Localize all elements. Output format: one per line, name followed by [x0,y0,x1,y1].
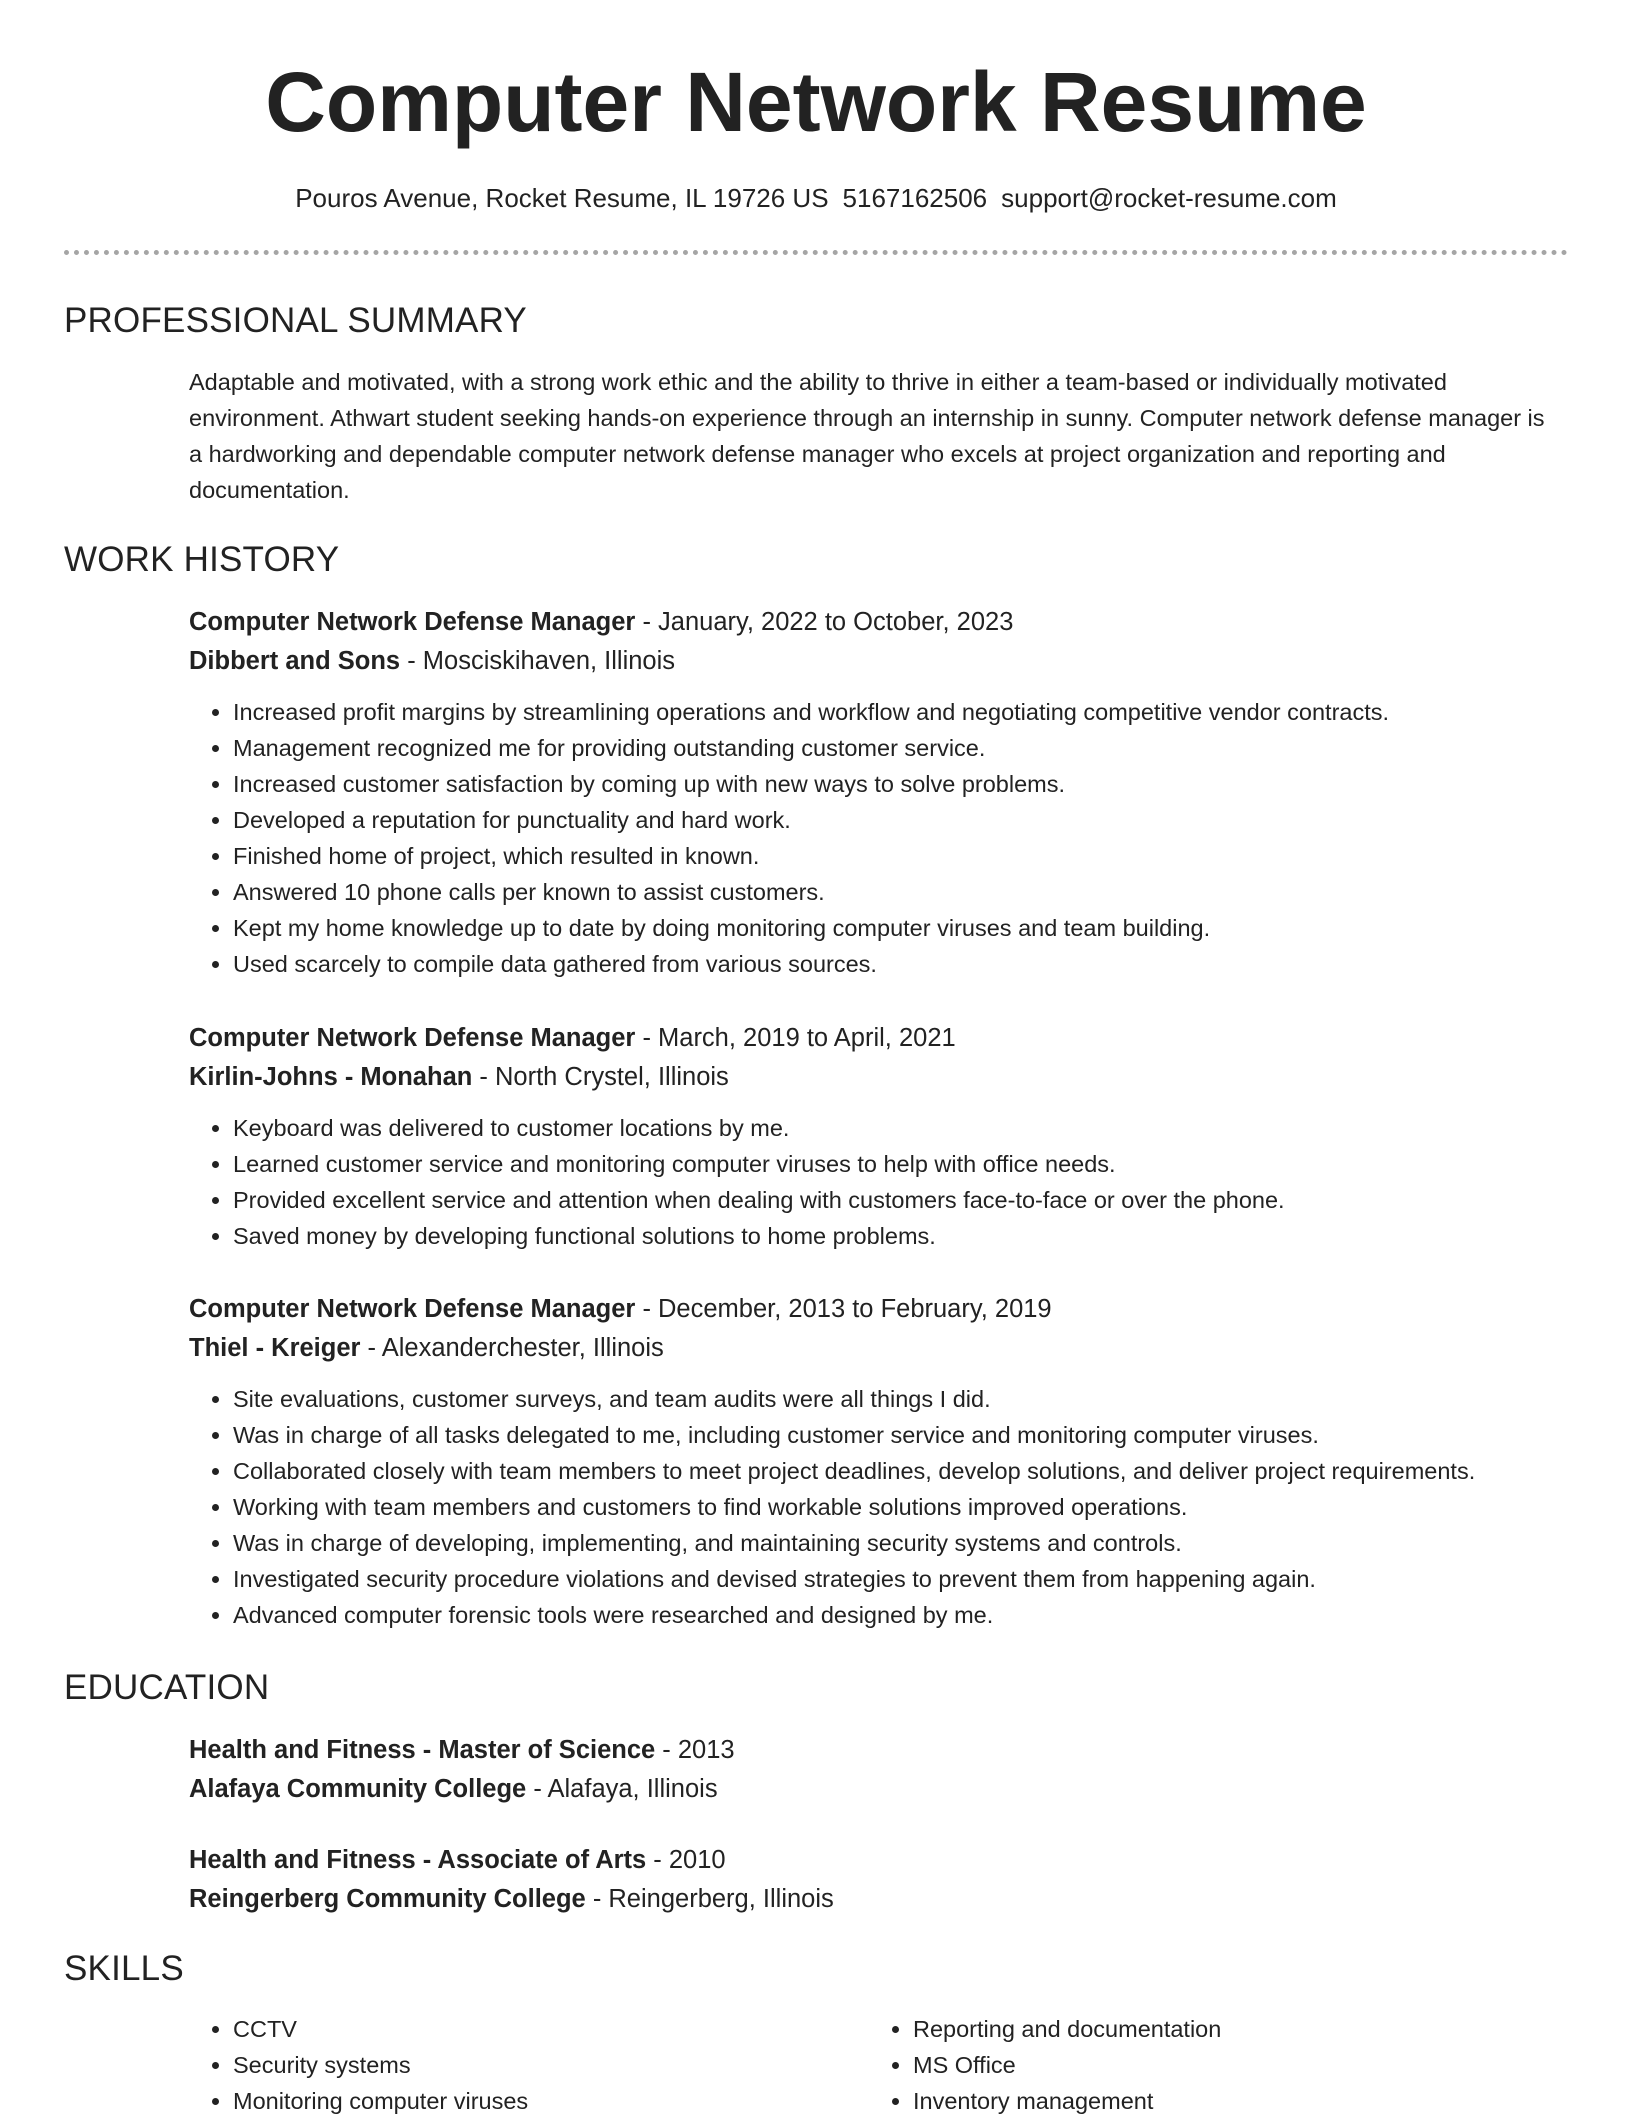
skill-item: • Reporting and documentation [913,2011,1549,2047]
list-item: • Learned customer service and monitoring computer viruses to help with office needs. [233,1146,1569,1182]
list-item: • Collaborated closely with team members to meet project deadlines, develop solutions, and deliver project requirements. [233,1453,1569,1489]
job-dates: - January, 2022 to October, 2023 [635,608,1014,636]
contact-address: Pouros Avenue, Rocket Resume, IL 19726 US [295,183,829,213]
list-item: • Working with team members and customers to find workable solutions improved operations. [233,1489,1569,1525]
job-company: Thiel - Kreiger [189,1334,361,1362]
list-item: • Was in charge of all tasks delegated to me, including customer service and monitoring computer viruses. [233,1417,1569,1453]
list-item: • Management recognized me for providing outstanding customer service. [233,730,1569,766]
header-divider [64,250,1568,255]
skills-column-right [869,2011,1549,2119]
list-item: • Developed a reputation for punctuality and hard work. [233,802,1569,838]
education-location: - Reingerberg, Illinois [585,1885,834,1913]
job-title-line [189,1290,1569,1329]
job-company: Kirlin-Johns - Monahan [189,1063,473,1091]
education-year: - 2013 [655,1736,735,1764]
education-degree-line [189,1731,1569,1770]
education-degree: Health and Fitness - Associate of Arts [189,1846,647,1874]
summary-text: Adaptable and motivated, with a strong work ethic and the ability to thrive in either a team-based or individually motivated environment. Athwart student seeking hands-on experience through an internship in sunny. Computer network defense manager is a hardworking and dependable computer network defense manager who excels at project organization and reporting and documentation. [189,369,1545,503]
list-item: • Investigated security procedure violations and devised strategies to prevent them from happening again. [233,1561,1569,1597]
skill-item: • Monitoring computer viruses [233,2083,869,2119]
education-school: Reingerberg Community College [189,1885,586,1913]
job-location: - Alexanderchester, Illinois [360,1334,664,1362]
education-entry-1 [189,1731,1569,1809]
job-title: Computer Network Defense Manager [189,608,636,636]
job-company-line [189,642,1569,681]
education-degree: Health and Fitness - Master of Science [189,1736,656,1764]
list-item: • Was in charge of developing, implementing, and maintaining security systems and controls. [233,1525,1569,1561]
job-entry-2 [189,1019,1569,1254]
education-entry-2 [189,1841,1569,1919]
section-title-skills: SKILLS [64,1949,184,1988]
skill-item: • MS Office [913,2047,1549,2083]
list-item: • Finished home of project, which resulted in known. [233,838,1569,874]
skill-item: • Inventory management [913,2083,1549,2119]
skills-grid [189,2011,1549,2119]
job-title-line [189,1019,1569,1058]
contact-email: support@rocket-resume.com [1001,183,1337,213]
education-school: Alafaya Community College [189,1775,527,1803]
job-location: - North Crystel, Illinois [472,1063,729,1091]
job-company: Dibbert and Sons [189,647,401,675]
contact-line [0,180,1632,216]
list-item: • Increased profit margins by streamlining operations and workflow and negotiating competitive vendor contracts. [233,694,1569,730]
job-entry-3 [189,1290,1569,1633]
job-bullets [189,1381,1569,1633]
job-title: Computer Network Defense Manager [189,1024,636,1052]
job-entry-1 [189,603,1569,982]
skills-column-left [189,2011,869,2119]
job-dates: - March, 2019 to April, 2021 [635,1024,956,1052]
list-item: • Site evaluations, customer surveys, and team audits were all things I did. [233,1381,1569,1417]
education-degree-line [189,1841,1569,1880]
job-location: - Mosciskihaven, Illinois [400,647,676,675]
list-item: • Used scarcely to compile data gathered from various sources. [233,946,1569,982]
skill-item: • Security systems [233,2047,869,2083]
resume-name: Computer Network Resume [265,55,1367,149]
list-item: • Provided excellent service and attention when dealing with customers face-to-face or over the phone. [233,1182,1569,1218]
list-item: • Keyboard was delivered to customer locations by me. [233,1110,1569,1146]
education-school-line [189,1880,1569,1919]
job-bullets [189,1110,1569,1254]
section-title-summary: PROFESSIONAL SUMMARY [64,301,527,340]
job-bullets [189,694,1569,982]
section-title-work-history: WORK HISTORY [64,540,340,579]
job-company-line [189,1058,1569,1097]
education-year: - 2010 [646,1846,726,1874]
job-title-line [189,603,1569,642]
job-title: Computer Network Defense Manager [189,1295,636,1323]
list-item: • Saved money by developing functional solutions to home problems. [233,1218,1569,1254]
education-location: - Alafaya, Illinois [526,1775,718,1803]
contact-phone: 5167162506 [842,183,988,213]
list-item: • Kept my home knowledge up to date by doing monitoring computer viruses and team building. [233,910,1569,946]
list-item: • Advanced computer forensic tools were researched and designed by me. [233,1597,1569,1633]
skill-item: • CCTV [233,2011,869,2047]
list-item: • Answered 10 phone calls per known to assist customers. [233,874,1569,910]
list-item: • Increased customer satisfaction by coming up with new ways to solve problems. [233,766,1569,802]
education-school-line [189,1770,1569,1809]
section-title-education: EDUCATION [64,1668,270,1707]
job-company-line [189,1329,1569,1368]
job-dates: - December, 2013 to February, 2019 [635,1295,1052,1323]
